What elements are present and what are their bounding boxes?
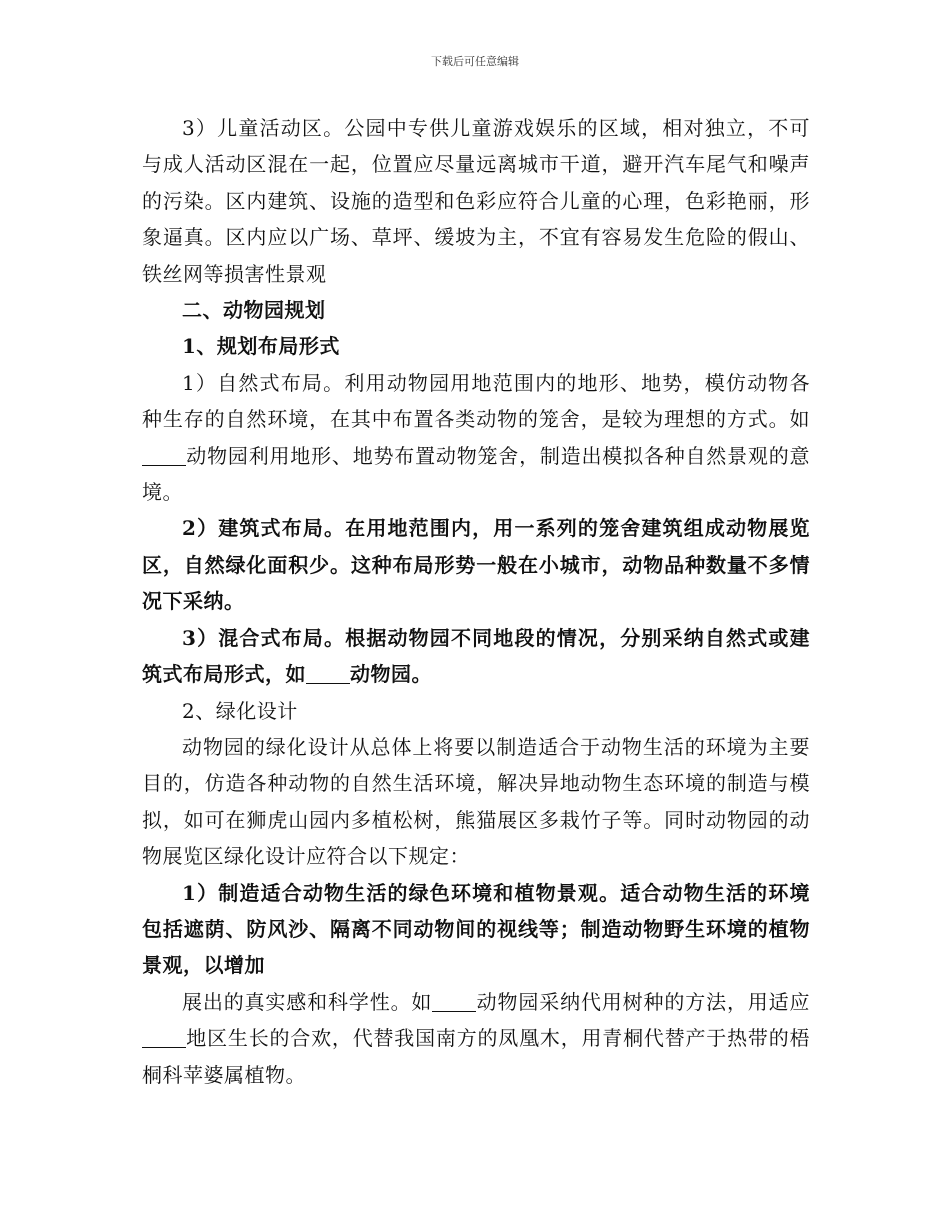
blank-underline bbox=[142, 1027, 186, 1048]
section-heading-zoo-planning: 二、动物园规划 bbox=[182, 298, 326, 323]
subheading-greening-design: 2、绿化设计 bbox=[182, 698, 298, 723]
text-run: 动物园利用地形、地势布置动物笼舍，制造出模拟各种自然景观的意境。 bbox=[142, 443, 810, 505]
page-header: 下载后可任意编辑 bbox=[431, 55, 519, 68]
paragraph-natural-layout bbox=[142, 365, 810, 511]
text-run: 1）自然式布局。利用动物园用地范围内的地形、地势，模仿动物各种生存的自然环境，在其中布置各类动物的笼舍，是较为理想的方式。如 bbox=[142, 370, 810, 432]
paragraph-greening-overview: 动物园的绿化设计从总体上将要以制造适合于动物生活的环境为主要目的，仿造各种动物的自然生活环境，解决异地动物生态环境的制造与模拟，如可在狮虎山园内多植松树，熊猫展区多栽竹子等。同时动物园的动物展览区绿化设计应符合以下规定： bbox=[142, 734, 810, 869]
paragraph-children-area: 3）儿童活动区。公园中专供儿童游戏娱乐的区域，相对独立，不可与成人活动区混在一起，位置应尽量远离城市干道，避开汽车尾气和噪声的污染。区内建筑、设施的造型和色彩应符合儿童的心理，色彩艳丽，形象逼真。区内应以广场、草坪、缓坡为主，不宜有容易发生危险的假山、铁丝网等损害性景观 bbox=[142, 116, 810, 286]
blank-underline bbox=[432, 991, 476, 1012]
text-run: 动物园。 bbox=[350, 662, 432, 687]
text-run: 3）混合式布局。根据动物园不同地段的情况，分别采纳自然式或建筑式布局形式，如 bbox=[142, 625, 810, 687]
text-run: 地区生长的合欢，代替我国南方的凤凰木，用青桐代替产于热带的梧桐科苹婆属植物。 bbox=[142, 1026, 810, 1087]
text-run: 展出的真实感和科学性。如 bbox=[182, 989, 433, 1014]
subheading-layout-form: 1、规划布局形式 bbox=[182, 334, 340, 359]
blank-underline bbox=[306, 663, 350, 684]
paragraph-building-layout: 2）建筑式布局。在用地范围内，用一系列的笼舍建筑组成动物展览区，自然绿化面积少。这种布局形势一般在小城市，动物品种数量不多情况下采纳。 bbox=[142, 516, 810, 614]
document-body bbox=[142, 110, 810, 1093]
text-run: 动物园采纳代用树种的方法，用适应 bbox=[476, 989, 811, 1014]
paragraph-substitute-trees bbox=[142, 984, 810, 1093]
blank-underline bbox=[142, 445, 186, 466]
paragraph-green-environment: 1）制造适合动物生活的绿色环境和植物景观。适合动物生活的环境包括遮荫、防风沙、隔离不同动物间的视线等；制造动物野生环境的植物景观，以增加 bbox=[142, 880, 810, 978]
paragraph-mixed-layout bbox=[142, 620, 810, 693]
